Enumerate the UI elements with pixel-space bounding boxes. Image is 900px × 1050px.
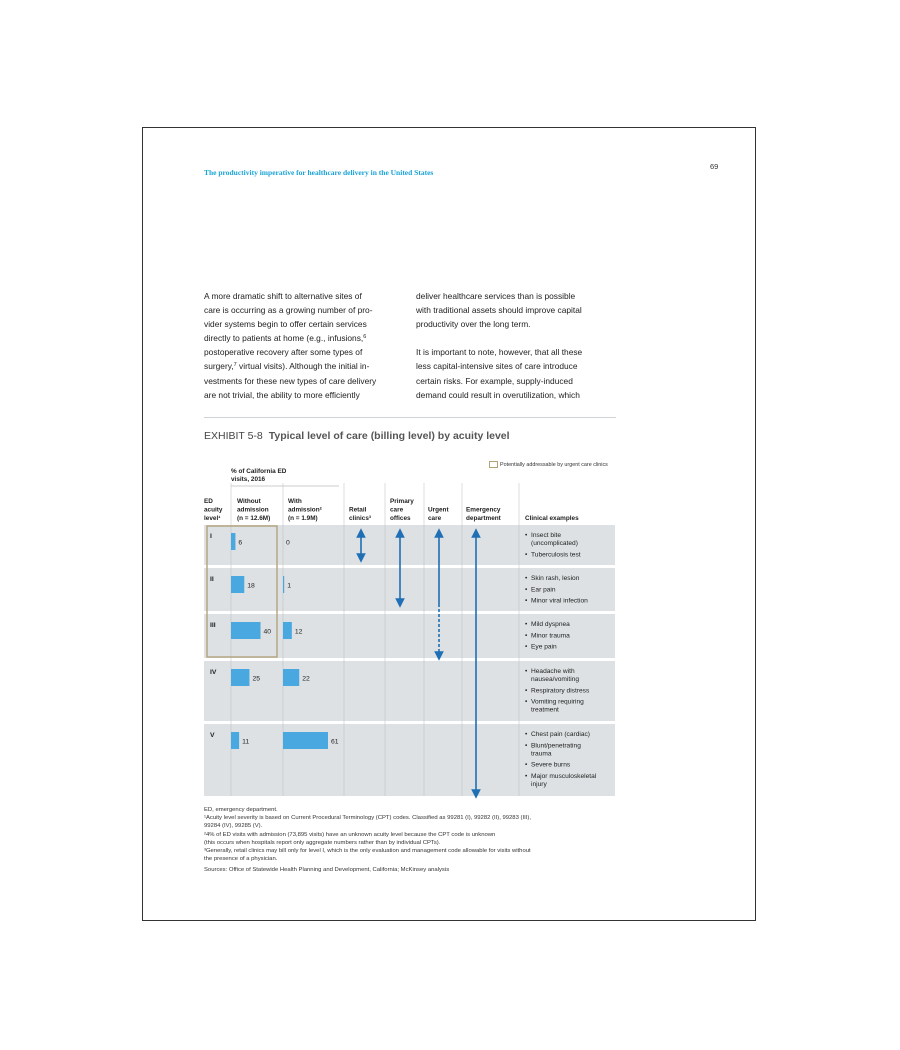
text-line: less capital-intensive sites of care introduce — [416, 361, 578, 372]
footnote-line: ³Generally, retail clinics may bill only for level I, which is the only evaluation and management code allowable for visits without — [204, 848, 531, 855]
clinical-example-text: Eye pain — [531, 643, 557, 651]
bar — [231, 576, 244, 593]
clinical-example-text: trauma — [531, 750, 552, 758]
clinical-example-text: nausea/vomiting — [531, 676, 580, 683]
bar-value-label: 0 — [286, 539, 290, 547]
footnote-mark: 6 — [363, 334, 367, 341]
page-number: 69 — [710, 162, 719, 171]
example-bullet: • — [525, 761, 528, 769]
example-bullet: • — [525, 772, 528, 780]
column-header-line: (n = 12.6M) — [237, 515, 271, 522]
text-line: A more dramatic shift to alternative sites of — [204, 291, 362, 301]
footnote-1 — [204, 814, 584, 830]
column-header-line: offices — [390, 515, 411, 522]
example-bullet: • — [525, 687, 528, 695]
column-header-line: care — [390, 506, 404, 514]
bar — [231, 622, 261, 639]
text-line: vider systems begin to offer certain services — [204, 319, 367, 330]
footnote-line: (this occurs when hospitals report only aggregate numbers rather than by individual CPTs). — [204, 839, 441, 846]
example-bullet: • — [525, 632, 528, 640]
example-bullet: • — [525, 621, 528, 628]
text-line: demand could result in overutilization, which — [416, 389, 580, 400]
example-bullet: • — [525, 643, 528, 651]
footnote-line: ²4% of ED visits with admission (73,895 visits) have an unknown acuity level because the CPT code is unknown — [204, 831, 496, 838]
bar-value-label: 22 — [302, 675, 310, 683]
bar-value-label: 25 — [252, 675, 261, 683]
text-line: productivity over the long term. — [416, 319, 531, 330]
column-header-line: acuity — [204, 506, 223, 514]
footnotes — [204, 806, 584, 875]
footnote-3 — [204, 847, 584, 863]
clinical-example-text: Minor trauma — [531, 632, 570, 640]
column-header-line: level¹ — [204, 515, 221, 522]
bar-value-label: 6 — [238, 539, 243, 547]
clinical-example-text: Tuberculosis test — [531, 551, 581, 559]
column-header-line: (n = 1.9M) — [288, 515, 318, 522]
column-header-line: clinics³ — [349, 515, 372, 522]
example-bullet: • — [525, 731, 528, 738]
text-line: directly to patients at home (e.g., infusions, — [204, 333, 364, 344]
column-header-line: ED — [204, 497, 213, 505]
acuity-level-label: II — [210, 576, 214, 583]
example-bullet: • — [525, 575, 528, 582]
text-line: surgery, — [204, 361, 234, 372]
clinical-example-text: treatment — [531, 706, 559, 714]
clinical-example-text: Vomiting requiring — [531, 698, 584, 706]
text-line: vestments for these new types of care delivery — [204, 375, 377, 386]
clinical-example-text: Headache with — [531, 668, 575, 675]
example-bullet: • — [525, 668, 528, 675]
column-header-line: Clinical examples — [525, 515, 579, 522]
footnote-line: 99284 (IV), 99285 (V). — [204, 823, 263, 830]
legend-label: Potentially addressable by urgent care clinics — [500, 461, 608, 468]
text-line: deliver healthcare services than is possible — [416, 291, 576, 301]
text-line: with traditional assets should improve capital — [416, 305, 582, 316]
footnote-abbrev: ED, emergency department. — [204, 807, 278, 813]
column-header-line: department — [466, 515, 501, 522]
bar-value-label: 11 — [242, 738, 250, 746]
bar — [283, 669, 299, 686]
clinical-example-text: Severe burns — [531, 761, 571, 769]
example-bullet: • — [525, 597, 528, 605]
column-header-line: admission² — [288, 506, 322, 514]
bar-value-label: 12 — [294, 628, 303, 636]
clinical-example-text: Blunt/penetrating — [531, 742, 581, 750]
bar — [283, 576, 284, 593]
text-line: virtual visits). Although the initial in- — [236, 361, 370, 372]
exhibit-label: EXHIBIT 5-8 — [204, 430, 263, 442]
text-line: It is important to note, however, that all these — [416, 347, 583, 358]
example-bullet: • — [525, 586, 528, 594]
column-header-line: care — [428, 515, 442, 522]
group-header-line: visits, 2016 — [231, 476, 266, 483]
clinical-example-text: Insect bite — [531, 532, 562, 539]
text-line: postoperative recovery after some types of — [204, 347, 363, 358]
clinical-example-text: Minor viral infection — [531, 597, 588, 605]
column-header-line: Retail — [349, 506, 367, 514]
sources-line: Sources: Office of Statewide Health Planning and Development, California; McKinsey analysis — [204, 867, 450, 874]
text-line: are not trivial, the ability to more efficiently — [204, 389, 360, 400]
text-line: care is occurring as a growing number of pro- — [204, 305, 373, 316]
bar-value-label: 1 — [287, 582, 291, 590]
column-header-line: Emergency — [466, 506, 501, 514]
report-page — [142, 127, 756, 921]
column-header-line: Without — [237, 497, 261, 505]
footnote-2 — [204, 831, 584, 847]
clinical-example-text: Chest pain (cardiac) — [531, 731, 591, 738]
example-bullet: • — [525, 698, 528, 706]
bar-value-label: 40 — [263, 628, 272, 636]
bar — [231, 732, 239, 749]
example-bullet: • — [525, 551, 528, 559]
footnote-mark: 7 — [233, 362, 237, 369]
text-line: certain risks. For example, supply-induced — [416, 375, 573, 386]
acuity-level-label: I — [210, 533, 212, 540]
acuity-level-label: IV — [210, 669, 217, 676]
bar — [283, 732, 328, 749]
clinical-example-text: Skin rash, lesion — [531, 575, 580, 582]
clinical-example-text: injury — [531, 780, 547, 788]
clinical-example-text: (uncomplicated) — [531, 540, 578, 547]
footnote-line: the presence of a physician. — [204, 856, 278, 863]
bar — [231, 533, 235, 550]
clinical-example-text: Mild dyspnea — [531, 621, 570, 628]
clinical-example-text: Ear pain — [531, 586, 556, 594]
acuity-chart — [143, 128, 757, 922]
column-header-line: With — [288, 497, 302, 505]
column-header-line: Primary — [390, 497, 414, 505]
example-bullet: • — [525, 532, 528, 539]
acuity-level-label: V — [210, 732, 215, 739]
footnote-line: ¹Acuity level severity is based on Current Procedural Terminology (CPT) codes. Classified as 99281 (I), 99282 (II), 99283 (III), — [204, 815, 531, 822]
bar-value-label: 61 — [331, 738, 339, 746]
running-head: The productivity imperative for healthcare delivery in the United States — [204, 168, 434, 177]
exhibit-title: Typical level of care (billing level) by acuity level — [268, 430, 510, 442]
column-header-line: admission — [237, 506, 269, 514]
bar-value-label: 18 — [247, 582, 255, 590]
column-header-line: Urgent — [428, 506, 449, 514]
bar — [283, 622, 292, 639]
example-bullet: • — [525, 742, 528, 750]
clinical-example-text: Respiratory distress — [531, 687, 590, 695]
bar — [231, 669, 249, 686]
clinical-example-text: Major musculoskeletal — [531, 772, 597, 780]
group-header-line: % of California ED — [231, 468, 287, 475]
acuity-level-label: III — [210, 622, 216, 629]
